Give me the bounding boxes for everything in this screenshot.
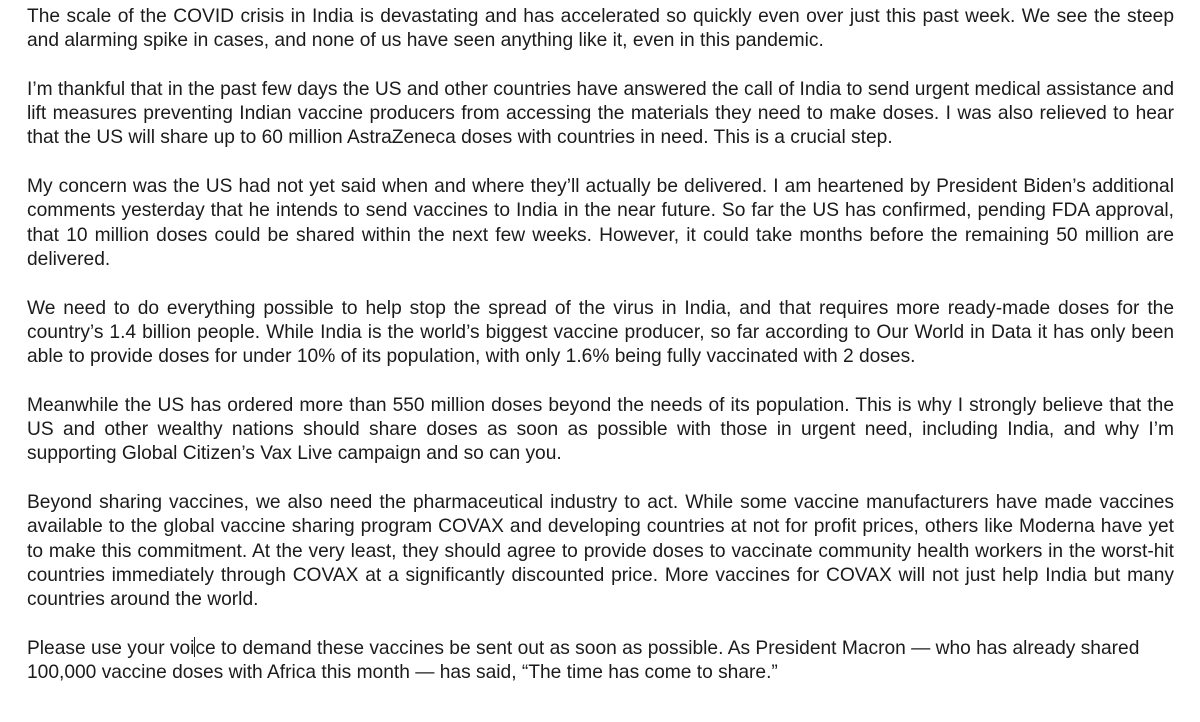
paragraph-3: My concern was the US had not yet said when and where they’ll actually be delivered. I am heartened by President Biden’s additional comments yesterday that he intends to send vaccines to India in the near future. So far the US has confirmed, pending FDA approval, that 10 million doses could be shared within the next few weeks. However, it could take months before the remaining 50 million are delivered. [27,176,1174,270]
paragraph-1: The scale of the COVID crisis in India is devastating and has accelerated so quickly even over just this past week. We see the steep and alarming spike in cases, and none of us have seen anything like it, even in this pandemic. [27,6,1174,52]
paragraph-6: Beyond sharing vaccines, we also need the pharmaceutical industry to act. While some vaccine manufacturers have made vaccines available to the global vaccine sharing program COVAX and developing countries at not for profit prices, others like Moderna have yet to make this commitment. At the very least, they should agree to provide doses to vaccinate community health workers in the worst-hit countries immediately through COVAX at a significantly discounted price. More vaccines for COVAX will not just help India but many countries around the world. [27,491,1174,611]
paragraph-5: Meanwhile the US has ordered more than 550 million doses beyond the needs of its population. This is why I strongly believe that the US and other wealthy nations should share doses as soon as possible with those in urgent need, including India, and why I’m supporting Global Citizen’s Vax Live campaign and so can you. [27,394,1174,465]
document-body[interactable] [27,5,1174,685]
paragraph-2: I’m thankful that in the past few days the US and other countries have answered the call of India to send urgent medical assistance and lift measures preventing Indian vaccine producers from accessing the materials they need to make doses. I was also relieved to hear that the US will share up to 60 million AstraZeneca doses with countries in need. This is a crucial step. [27,78,1174,149]
paragraph-7 [27,637,1174,686]
paragraph-7-after-caret: ce to demand these vaccines be sent out as soon as possible. As President Macron — who has already shared 100,000 vaccine doses with Africa this month — has said, “The time has come to share.” [27,637,1140,684]
paragraph-7-before-caret: Please use your voi [27,637,195,659]
paragraph-4: We need to do everything possible to help stop the spread of the virus in India, and that requires more ready-made doses for the country’s 1.4 billion people. While India is the world’s biggest vaccine producer, so far according to Our World in Data it has only been able to provide doses for under 10% of its population, with only 1.6% being fully vaccinated with 2 doses. [27,297,1174,368]
